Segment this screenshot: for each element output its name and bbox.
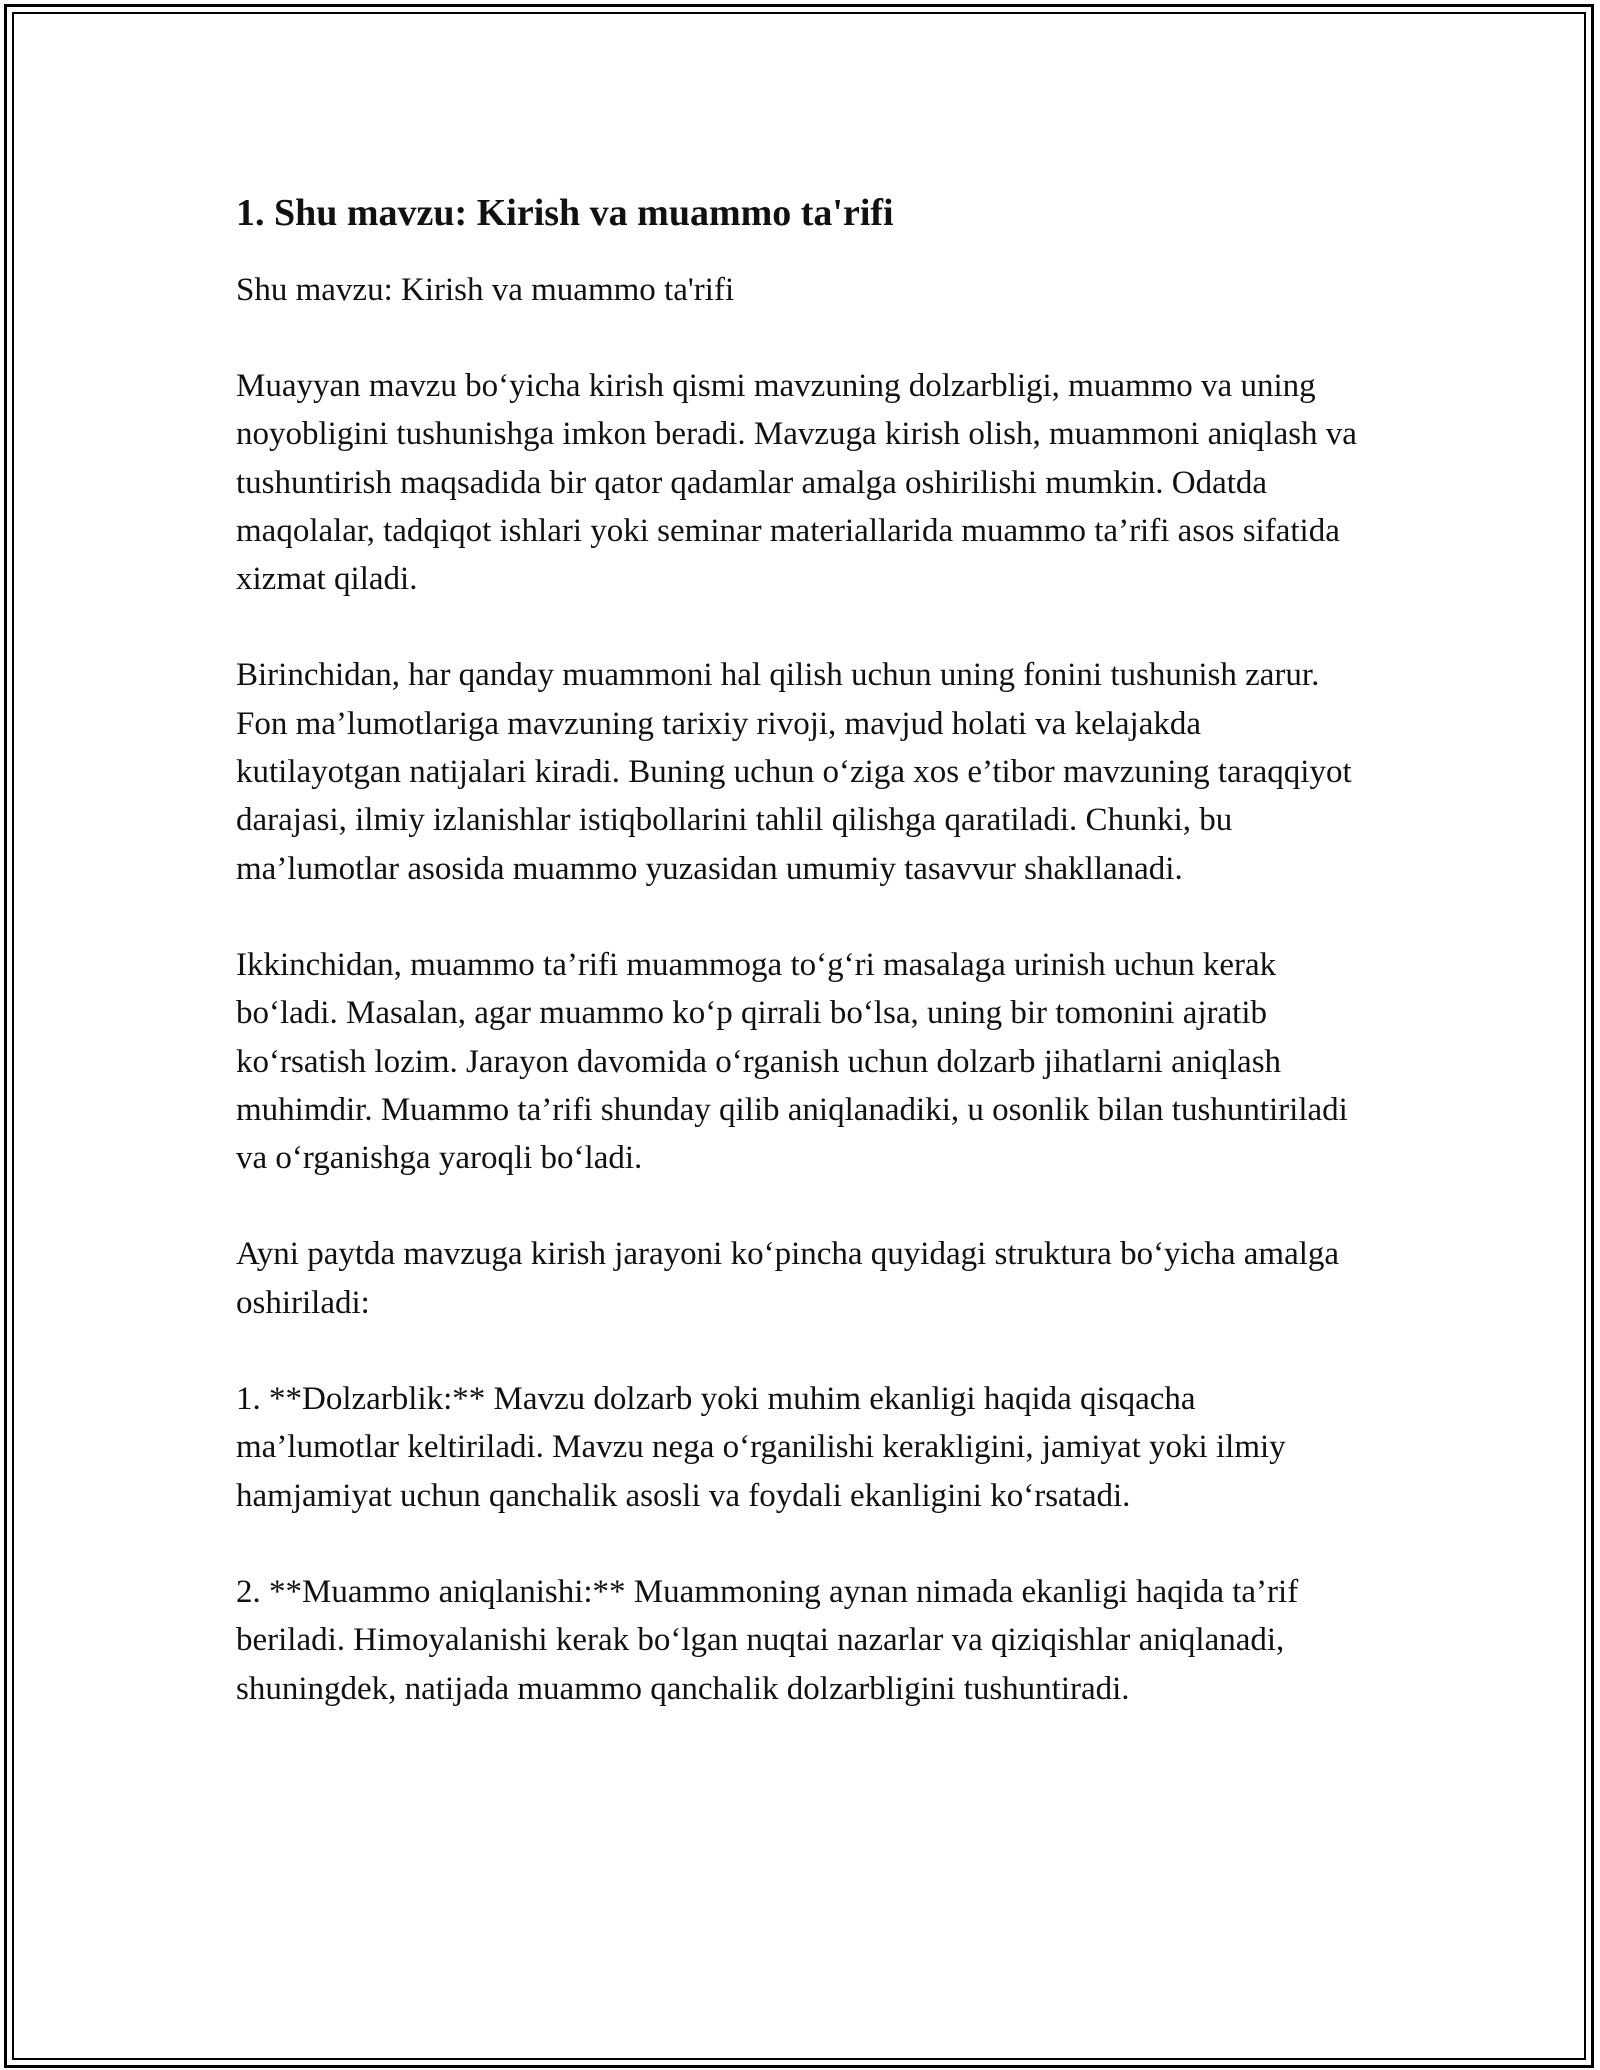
document-body xyxy=(236,186,1366,1713)
paragraph-firstly: Birinchidan, har qanday muammoni hal qilish uchun uning fonini tushunish zarur. Fon ma’lumotlariga mavzuning tarixiy rivoji, mavjud holati va kelajakda kutilayotgan natijalari kiradi. Buning uchun o‘ziga xos e’tibor mavzuning taraqqiyot darajasi, ilmiy izlanishlar istiqbollarini tahlil qilishga qaratiladi. Chunki, bu ma’lumotlar asosida muammo yuzasidan umumiy tasavvur shakllanadi. xyxy=(236,657,1352,887)
list-item-relevance: 1. **Dolzarblik:** Mavzu dolzarb yoki muhim ekanligi haqida qisqacha ma’lumotlar keltiriladi. Mavzu nega o‘rganilishi kerakligini, jamiyat yoki ilmiy hamjamiyat uchun qanchalik asosli va foydali ekanligini ko‘rsatadi. xyxy=(236,1381,1286,1514)
document-subtitle: Shu mavzu: Kirish va muammo ta'rifi xyxy=(236,272,735,308)
document-title: 1. Shu mavzu: Kirish va muammo ta'rifi xyxy=(236,192,894,234)
paragraph-intro: Muayyan mavzu bo‘yicha kirish qismi mavzuning dolzarbligi, muammo va uning noyobligini tushunishga imkon beradi. Mavzuga kirish olish, muammoni aniqlash va tushuntirish maqsadida bir qator qadamlar amalga oshirilishi mumkin. Odatda maqolalar, tadqiqot ishlari yoki seminar materiallarida muammo ta’rifi asos sifatida xizmat qiladi. xyxy=(236,368,1357,598)
paragraph-structure-intro: Ayni paytda mavzuga kirish jarayoni ko‘pincha quyidagi struktura bo‘yicha amalga oshiriladi: xyxy=(236,1236,1340,1321)
paragraph-secondly: Ikkinchidan, muammo ta’rifi muammoga to‘g‘ri masalaga urinish uchun kerak bo‘ladi. Masalan, agar muammo ko‘p qirrali bo‘lsa, uning bir tomonini ajratib ko‘rsatish lozim. Jarayon davomida o‘rganish uchun dolzarb jihatlarni aniqlash muhimdir. Muammo ta’rifi shunday qilib aniqlanadiki, u osonlik bilan tushuntiriladi va o‘rganishga yaroqli bo‘ladi. xyxy=(236,946,1348,1177)
list-item-problem-definition: 2. **Muammo aniqlanishi:** Muammoning aynan nimada ekanligi haqida ta’rif beriladi. Himoyalanishi kerak bo‘lgan nuqtai nazarlar va qiziqishlar aniqlanadi, shuningdek, natijada muammo qanchalik dolzarbligini tushuntiradi. xyxy=(236,1573,1299,1707)
